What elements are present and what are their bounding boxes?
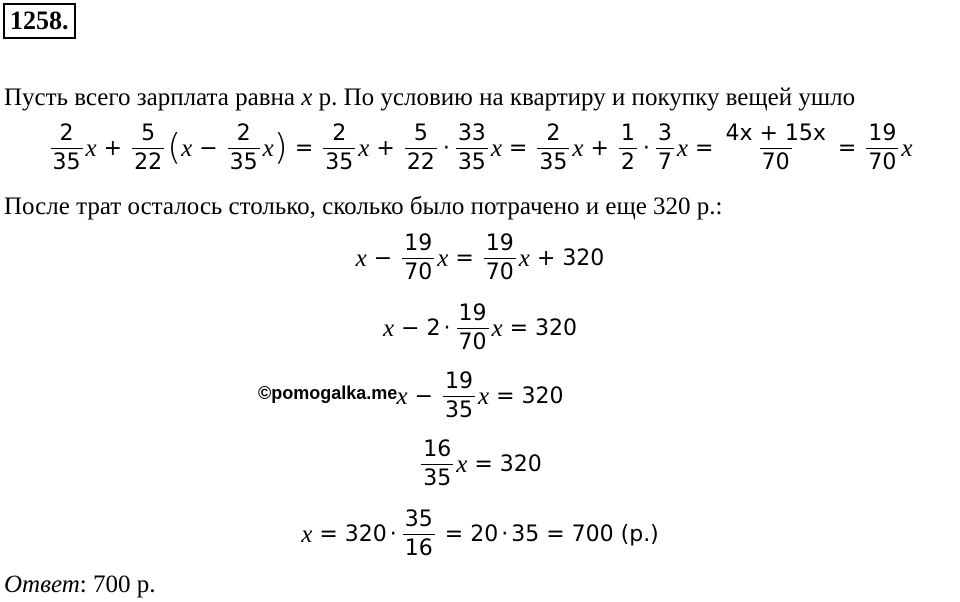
fraction: $\frac{5}{22}$ — [406, 121, 435, 175]
fraction: $\frac{2}{35}$ — [325, 121, 354, 175]
fraction: $\frac{19}{70}$ — [485, 231, 514, 285]
fraction: $\frac{5}{22}$ — [134, 121, 163, 175]
fraction: $\frac{35}{16}$ — [404, 507, 433, 561]
intro-text-after: р. По условию на квартиру и покупку вещей ушло — [318, 84, 856, 111]
fraction: $\frac{19}{70}$ — [868, 121, 897, 175]
watermark: ©pomogalka.me — [258, 383, 398, 403]
equation-spent: $\frac{2}{35}$ x + $\frac{5}{22}$ ( x − $\frac{2}{35}$ x ) = $\frac{2}{35}$ x + $\frac{5}{22}$ · $\frac{33}{35}$ x = $\frac{2}{35}$ x + $\frac{1}{2}$ · $\frac{3}{7}$ x = $\frac{4x + 15x}{70}$ = $\frac{19}{70}$ x — [52, 121, 913, 175]
equation-step-4: $\frac{16}{35}$ x = 320 — [423, 437, 542, 491]
equation-step-3: x − $\frac{19}{35}$ x = 320 — [396, 369, 564, 423]
fraction: $\frac{16}{35}$ — [423, 437, 452, 491]
answer-value: : 700 р. — [79, 571, 156, 598]
fraction: $\frac{3}{7}$ — [657, 121, 672, 175]
fraction: $\frac{2}{35}$ — [539, 121, 568, 175]
equation-step-2: x − 2 · $\frac{19}{70}$ x = 320 — [382, 301, 578, 355]
after-text: После трат осталось столько, сколько было потрачено и еще 320 р.: — [4, 193, 723, 220]
problem-number: 1258. — [3, 3, 76, 39]
fraction: $\frac{1}{2}$ — [620, 121, 635, 175]
fraction: $\frac{4x + 15x}{70}$ — [725, 121, 826, 175]
equation-step-1: x − $\frac{19}{70}$ x = $\frac{19}{70}$ x + 320 — [355, 231, 605, 285]
fraction: $\frac{33}{35}$ — [457, 121, 486, 175]
answer-label: Ответ — [4, 571, 80, 598]
fraction: $\frac{19}{35}$ — [445, 369, 473, 423]
intro-text-before: Пусть всего зарплата равна — [4, 84, 295, 111]
intro-variable: x — [301, 84, 313, 111]
fraction: $\frac{19}{70}$ — [404, 231, 433, 285]
answer — [4, 571, 155, 599]
fraction: $\frac{19}{70}$ — [458, 301, 487, 355]
fraction: $\frac{2}{35}$ — [229, 121, 258, 175]
equation-result: x = 320 · $\frac{35}{16}$ = 20 · 35 = 700 (р.) — [301, 507, 659, 561]
fraction: $\frac{2}{35}$ — [52, 121, 81, 175]
intro-text — [4, 83, 855, 113]
